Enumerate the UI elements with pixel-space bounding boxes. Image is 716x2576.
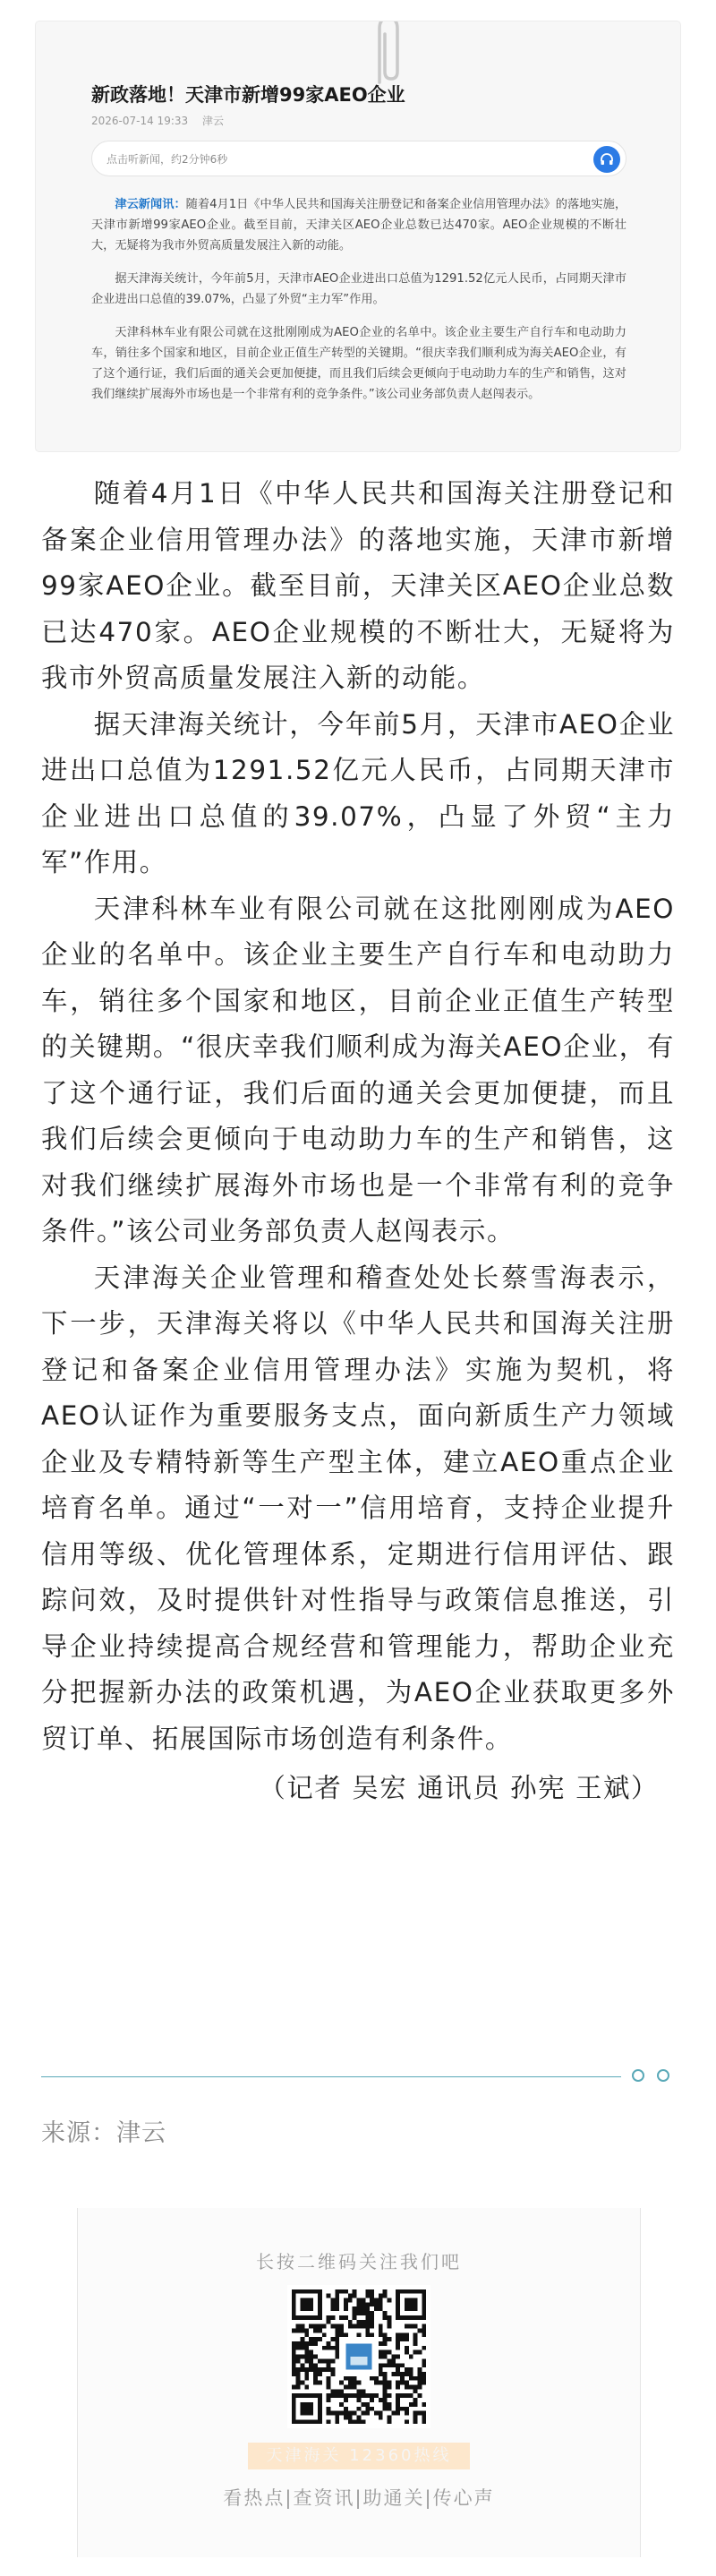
listen-placeholder: 点击听新闻，约2分钟6秒 bbox=[107, 152, 228, 166]
card-paragraph: 天津科林车业有限公司就在这批刚刚成为AEO企业的名单中。该企业主要生产自行车和电动助力车，销往多个国家和地区，目前企业正值生产转型的关键期。“很庆幸我们顺利成为海关AEO企业，有了这个通行证，我们后面的通关会更加便捷，而且我们后续会更倾向于电动助力车的生产和销售，这对我们继续扩展海外市场也是一个非常有利的竞争条件。”该公司业务部负责人赵闯表示。 bbox=[91, 326, 626, 401]
qr-code[interactable] bbox=[287, 2285, 430, 2428]
headphones-icon[interactable] bbox=[593, 146, 620, 173]
card-paragraph: 据天津海关统计，今年前5月，天津市AEO企业进出口总值为1291.52亿元人民币，占同期天津市企业进出口总值的39.07%，凸显了外贸“主力军”作用。 bbox=[91, 272, 626, 306]
qr-heading: 长按二维码关注我们吧 bbox=[256, 2251, 462, 2272]
card-paragraph: 津云新闻讯：随着4月1日《中华人民共和国海关注册登记和备案企业信用管理办法》的落地实施，天津市新增99家AEO企业。截至目前，天津关区AEO企业总数已达470家。AEO企业规模的不断壮大，无疑将为我市外贸高质量发展注入新的动能。 bbox=[91, 198, 627, 252]
qr-tag: 天津海关 12360热线 bbox=[248, 2443, 470, 2469]
divider-dot-icon bbox=[632, 2069, 644, 2082]
article-paragraph: 随着4月1日《中华人民共和国海关注册登记和备案企业信用管理办法》的落地实施，天津市新增99家AEO企业。截至目前，天津关区AEO企业总数已达470家。AEO企业规模的不断壮大，无疑将为我市外贸高质量发展注入新的动能。 bbox=[41, 478, 675, 693]
card-lead-label: 津云新闻讯： bbox=[115, 198, 186, 211]
card-date: 2026-07-14 19:33 bbox=[91, 115, 189, 127]
article-paragraph: 天津科林车业有限公司就在这批刚刚成为AEO企业的名单中。该企业主要生产自行车和电动助力车，销往多个国家和地区，目前企业正值生产转型的关键期。“很庆幸我们顺利成为海关AEO企业，有了这个通行证，我们后面的通关会更加便捷，而且我们后续会更倾向于电动助力车的生产和销售，这对我们继续扩展海外市场也是一个非常有利的竞争条件。”该公司业务部负责人赵闯表示。 bbox=[41, 893, 675, 1246]
article-body bbox=[41, 471, 675, 1812]
article-paragraph: 天津海关企业管理和稽查处处长蔡雪海表示，下一步，天津海关将以《中华人民共和国海关注册登记和备案企业信用管理办法》实施为契机，将AEO认证作为重要服务支点，面向新质生产力领域企业及专精特新等生产型主体，建立AEO重点企业培育名单。通过“一对一”信用培育，支持企业提升信用等级、优化管理体系，定期进行信用评估、跟踪问效，及时提供针对性指导与政策信息推送，引导企业持续提高合规经营和管理能力，帮助企业充分把握新办法的政策机遇，为AEO企业获取更多外贸订单、拓展国际市场创造有利条件。 bbox=[41, 1262, 675, 1754]
card-source: 津云 bbox=[201, 115, 224, 127]
qr-footer: 看热点|查资讯|助通关|传心声 bbox=[223, 2487, 495, 2509]
news-preview-card bbox=[36, 21, 680, 451]
listen-news-bar[interactable] bbox=[91, 141, 626, 176]
divider-line bbox=[41, 2076, 621, 2077]
qr-follow-box bbox=[77, 2208, 641, 2557]
card-title: 新政落地！天津市新增99家AEO企业 bbox=[91, 84, 405, 106]
divider-dot-icon bbox=[657, 2069, 669, 2082]
card-meta bbox=[91, 113, 626, 128]
source-line: 来源：津云 bbox=[41, 2119, 166, 2147]
byline: （记者 吴宏 通讯员 孙宪 王斌） bbox=[259, 1773, 659, 1803]
article-paragraph: 据天津海关统计，今年前5月，天津市AEO企业进出口总值为1291.52亿元人民币，占同期天津市企业进出口总值的39.07%，凸显了外贸“主力军”作用。 bbox=[41, 708, 675, 877]
